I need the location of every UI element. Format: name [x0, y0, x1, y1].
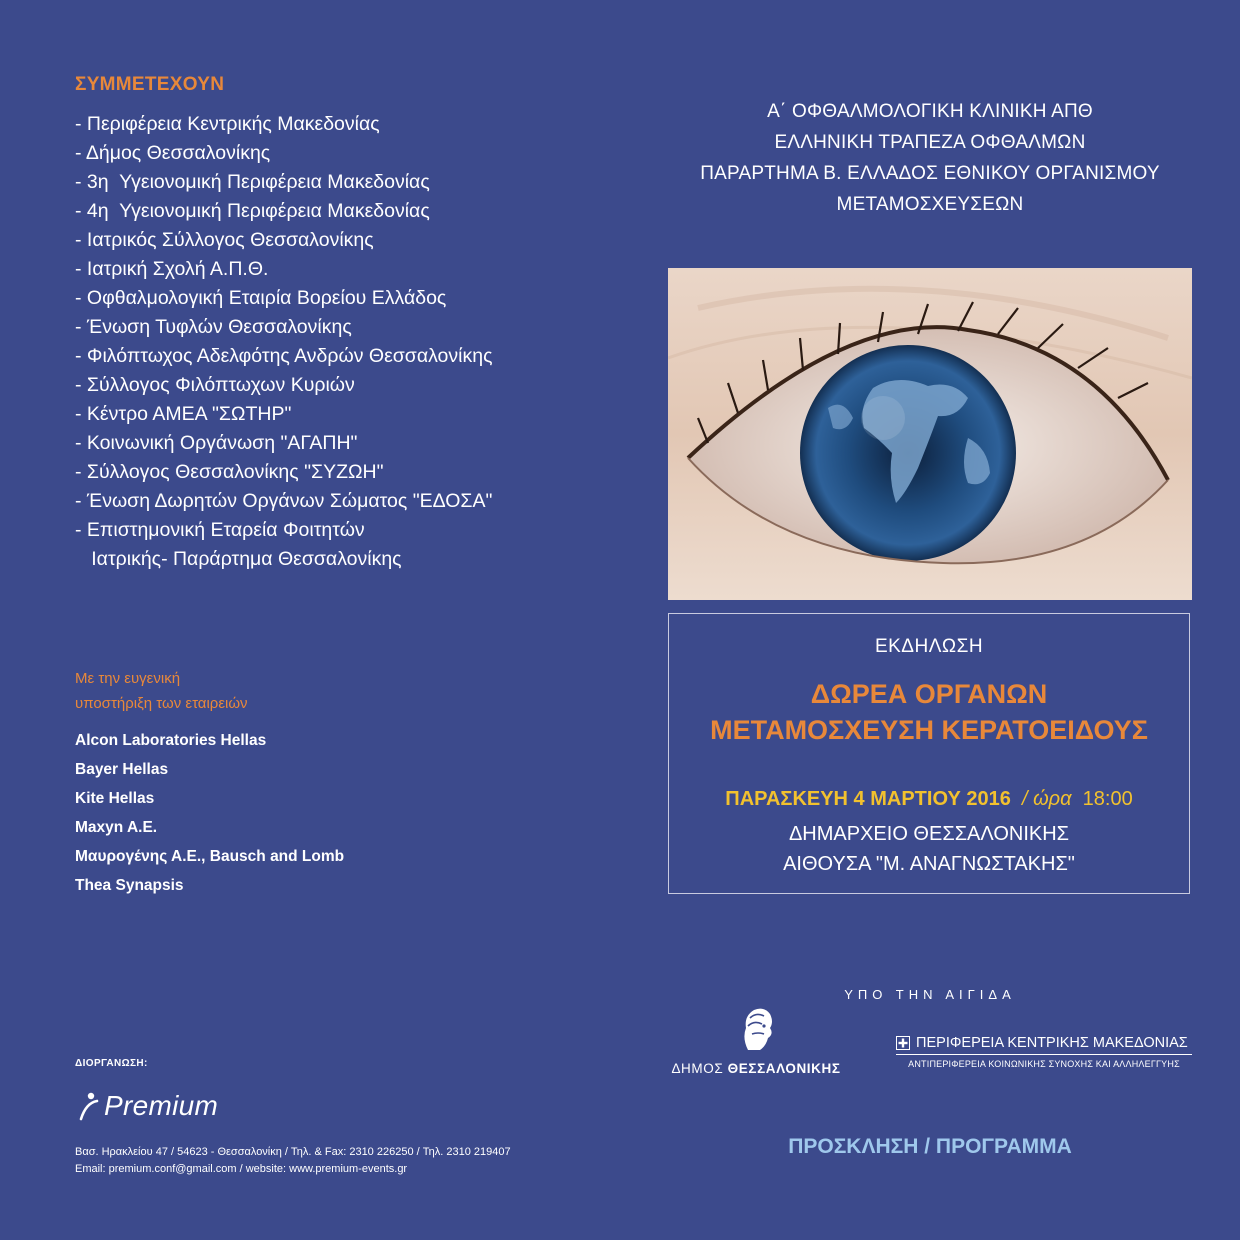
region-name: ΠΕΡΙΦΕΡΕΙΑ ΚΕΝΤΡΙΚΗΣ ΜΑΚΕΔΟΝΙΑΣ: [916, 1035, 1188, 1051]
sponsor-item: Thea Synapsis: [75, 877, 184, 894]
dimos-prefix: ΔΗΜΟΣ: [671, 1061, 724, 1076]
participant-item: - Κέντρο ΑΜΕΑ "ΣΩΤΗΡ": [75, 403, 292, 425]
event-date: ΠΑΡΑΣΚΕΥΗ 4 ΜΑΡΤΙΟΥ 2016: [725, 788, 1011, 810]
event-venue-line-2: ΑΙΘΟΥΣΑ "Μ. ΑΝΑΓΝΩΣΤΑΚΗΣ": [783, 853, 1075, 875]
participant-item: Ιατρικής- Παράρτημα Θεσσαλονίκης: [75, 548, 402, 570]
participant-item: - Περιφέρεια Κεντρικής Μακεδονίας: [75, 113, 380, 135]
invitation-label: ΠΡΟΣΚΛΗΣΗ / ΠΡΟΓΡΑΜΜΑ: [788, 1135, 1072, 1158]
region-subtitle: ΑΝΤΙΠΕΡΙΦΕΡΕΙΑ ΚΟΙΝΩΝΙΚΗΣ ΣΥΝΟΧΗΣ ΚΑΙ ΑΛΛΗΛΕΓΓΥΗΣ: [908, 1059, 1180, 1069]
participant-item: - Οφθαλμολογική Εταιρία Βορείου Ελλάδος: [75, 287, 447, 309]
participant-item: - 3η Υγειονομική Περιφέρεια Μακεδονίας: [75, 171, 430, 193]
participant-item: - Ένωση Δωρητών Οργάνων Σώματος "ΕΔΟΣΑ": [75, 490, 493, 512]
premium-logo-text: Premium: [104, 1090, 219, 1121]
participant-item: - Δήμος Θεσσαλονίκης: [75, 142, 271, 164]
organizer-line-3: ΠΑΡΑΡΤΗΜΑ Β. ΕΛΛΑΔΟΣ ΕΘΝΙΚΟΥ ΟΡΓΑΝΙΣΜΟΥ: [700, 163, 1160, 184]
event-title: [669, 676, 1189, 748]
participant-item: - 4η Υγειονομική Περιφέρεια Μακεδονίας: [75, 200, 430, 222]
organizer-label: ΔΙΟΡΓΑΝΩΣΗ:: [75, 1058, 148, 1069]
participants-heading: ΣΥΜΜΕΤΕΧΟΥΝ: [75, 74, 225, 95]
organizer-line-1: Α΄ ΟΦΘΑΛΜΟΛΟΓΙΚΗ ΚΛΙΝΙΚΗ ΑΠΘ: [767, 101, 1093, 122]
premium-logo-icon: [78, 1091, 100, 1121]
participant-item: - Ιατρικός Σύλλογος Θεσσαλονίκης: [75, 229, 374, 251]
event-label: ΕΚΔΗΛΩΣΗ: [874, 636, 984, 657]
sponsor-item: Alcon Laboratories Hellas: [75, 732, 267, 749]
participant-item: - Φιλόπτωχος Αδελφότης Ανδρών Θεσσαλονίκης: [75, 345, 493, 367]
eye-globe-illustration: [668, 268, 1192, 600]
dimos-city: ΘΕΣΣΑΛΟΝΙΚΗΣ: [727, 1061, 841, 1076]
region-logo: [896, 1035, 1192, 1069]
support-line-2: υποστήριξη των εταιρειών: [75, 695, 248, 712]
event-title-line-1: ΔΩΡΕΑ ΟΡΓΑΝΩΝ: [810, 679, 1048, 709]
eye-image: [668, 268, 1192, 600]
participant-item: - Κοινωνική Οργάνωση "ΑΓΑΠΗ": [75, 432, 358, 454]
sponsor-item: Maxyn A.E.: [75, 819, 158, 836]
aegis-label: ΥΠΟ ΤΗΝ ΑΙΓΙΔΑ: [844, 987, 1016, 1002]
event-venue: [669, 819, 1189, 879]
event-time-value: 18:00: [1082, 788, 1133, 810]
dimos-thessalonikis-logo: [656, 1004, 856, 1076]
region-name-row: [896, 1035, 1192, 1051]
sponsor-item: Kite Hellas: [75, 790, 155, 807]
alexander-head-icon: [734, 1004, 778, 1054]
organizer-line-4: ΜΕΤΑΜΟΣΧΕΥΣΕΩΝ: [836, 194, 1024, 215]
participant-item: - Ένωση Τυφλών Θεσσαλονίκης: [75, 316, 352, 338]
event-venue-line-1: ΔΗΜΑΡΧΕΙΟ ΘΕΣΣΑΛΟΝΙΚΗΣ: [788, 823, 1070, 845]
sponsor-item: Μαυρογένης Α.Ε., Bausch and Lomb: [75, 848, 345, 865]
participant-item: - Σύλλογος Θεσσαλονίκης "ΣΥΖΩΗ": [75, 461, 384, 483]
support-line-1: Με την ευγενική: [75, 670, 181, 687]
region-divider: [896, 1054, 1192, 1055]
event-datetime: [669, 788, 1189, 811]
contact-address: Βασ. Ηρακλείου 47 / 54623 - Θεσσαλονίκη / Τηλ. & Fax: 2310 226250 / Τηλ. 2310 219407: [75, 1146, 511, 1158]
dimos-name: [656, 1061, 856, 1076]
sponsor-item: Bayer Hellas: [75, 761, 169, 778]
participant-item: - Επιστημονική Εταρεία Φοιτητών: [75, 519, 365, 541]
sponsors-list: [75, 726, 344, 900]
contact-email: Email: premium.conf@gmail.com / website: www.premium-events.gr: [75, 1163, 408, 1175]
event-box: [668, 613, 1190, 894]
support-heading: [75, 666, 248, 716]
greek-cross-icon: [896, 1036, 910, 1050]
premium-logo: [78, 1086, 218, 1126]
event-title-line-2: ΜΕΤΑΜΟΣΧΕΥΣΗ ΚΕΡΑΤΟΕΙΔΟΥΣ: [710, 715, 1148, 745]
event-time-prefix: / ώρα: [1021, 788, 1072, 810]
participant-item: - Σύλλογος Φιλόπτωχων Κυριών: [75, 374, 355, 396]
participants-list: [75, 110, 492, 574]
event-time: [1016, 788, 1132, 810]
participant-item: - Ιατρική Σχολή Α.Π.Θ.: [75, 258, 269, 280]
organizers-block: [668, 96, 1192, 220]
organizer-line-2: ΕΛΛΗΝΙΚΗ ΤΡΑΠΕΖΑ ΟΦΘΑΛΜΩΝ: [774, 132, 1086, 153]
